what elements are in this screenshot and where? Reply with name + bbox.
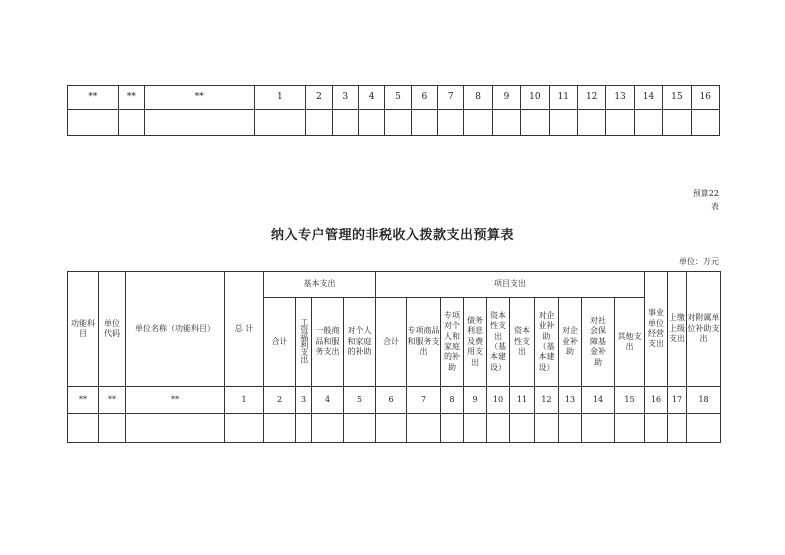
top-cell-6: 4 xyxy=(358,86,384,110)
form-number: 预算22 xyxy=(692,189,719,198)
table-cell xyxy=(296,414,312,443)
top-cell-8: 6 xyxy=(411,86,437,110)
top-cell-3: 1 xyxy=(254,86,306,110)
col-number-17: 15 xyxy=(615,387,645,414)
table-cell xyxy=(312,414,344,443)
table-cell xyxy=(606,110,634,136)
table-cell xyxy=(464,414,487,443)
table-cell xyxy=(521,110,549,136)
col-number-16: 14 xyxy=(582,387,615,414)
table-cell xyxy=(577,110,605,136)
top-cell-1: ** xyxy=(118,86,144,110)
col-number-15: 13 xyxy=(559,387,582,414)
col-number-4: 2 xyxy=(264,387,296,414)
col-number-13: 11 xyxy=(510,387,535,414)
header-upper-payment: 上缴上级支出 xyxy=(668,272,687,387)
table-cell xyxy=(663,110,691,136)
header-project-goods: 专项商品和服务支出 xyxy=(407,298,441,387)
top-cell-9: 7 xyxy=(438,86,464,110)
top-cell-11: 9 xyxy=(492,86,520,110)
col-number-6: 4 xyxy=(312,387,344,414)
col-number-11: 9 xyxy=(464,387,487,414)
table-cell xyxy=(582,414,615,443)
table-cell xyxy=(68,414,99,443)
table-cell xyxy=(691,110,719,136)
header-basic-group: 基本支出 xyxy=(264,272,376,298)
table-cell xyxy=(126,414,225,443)
unit-label: 单位：万元 xyxy=(679,257,719,266)
col-number-0: ** xyxy=(68,387,99,414)
header-basic-personal: 对个人和家庭的补助 xyxy=(344,298,376,387)
table-cell xyxy=(118,110,144,136)
budget-table xyxy=(67,271,721,443)
table-cell xyxy=(487,414,510,443)
header-row-1 xyxy=(68,272,721,298)
header-unit-name: 单位名称（功能科目） xyxy=(126,272,225,387)
top-cell-10: 8 xyxy=(464,86,492,110)
header-project-debt: 债务利息及费用支出 xyxy=(464,298,487,387)
table-cell xyxy=(332,110,358,136)
table-cell xyxy=(99,414,126,443)
header-project-enterprise-build: 对企业补助（基本建设） xyxy=(535,298,559,387)
form-number-suffix: 表 xyxy=(711,201,719,211)
table-cell xyxy=(510,414,535,443)
header-project-group: 项目支出 xyxy=(376,272,645,298)
header-basic-goods: 一般商品和服务支出 xyxy=(312,298,344,387)
table-cell xyxy=(615,414,645,443)
table-cell xyxy=(668,414,687,443)
col-number-20: 18 xyxy=(687,387,721,414)
document-title: 纳入专户管理的非税收入拨款支出预算表 xyxy=(270,228,514,243)
table-cell xyxy=(358,110,384,136)
col-number-7: 5 xyxy=(344,387,376,414)
header-unit-code: 单位代码 xyxy=(99,272,126,387)
header-project-social: 对社会保障基金补助 xyxy=(582,298,615,387)
top-cell-12: 10 xyxy=(521,86,549,110)
top-cell-7: 5 xyxy=(385,86,411,110)
header-subsidiary-subsidy: 对附属单位补助支出 xyxy=(687,272,721,387)
col-number-10: 8 xyxy=(441,387,464,414)
table-cell xyxy=(645,414,668,443)
header-project-other: 其他支出 xyxy=(615,298,645,387)
empty-data-row xyxy=(68,414,721,443)
table-cell xyxy=(492,110,520,136)
col-number-5: 3 xyxy=(296,387,312,414)
header-project-capital: 资本性支出 xyxy=(510,298,535,387)
table-cell xyxy=(464,110,492,136)
header-project-subtotal: 合计 xyxy=(376,298,407,387)
top-cell-2: ** xyxy=(145,86,255,110)
top-cell-15: 13 xyxy=(606,86,634,110)
header-func-subject: 功能科目 xyxy=(68,272,99,387)
column-number-row xyxy=(68,387,721,414)
header-business-expense: 事业单位经营支出 xyxy=(645,272,668,387)
col-number-12: 10 xyxy=(487,387,510,414)
header-project-capital-build: 资本性支出（基本建设） xyxy=(487,298,510,387)
table-cell xyxy=(376,414,407,443)
table-cell xyxy=(385,110,411,136)
table-cell xyxy=(438,110,464,136)
col-number-18: 16 xyxy=(645,387,668,414)
top-table-header-row xyxy=(68,86,720,110)
header-total: 总 计 xyxy=(225,272,264,387)
col-number-1: ** xyxy=(99,387,126,414)
col-number-2: ** xyxy=(126,387,225,414)
col-number-14: 12 xyxy=(535,387,559,414)
table-cell xyxy=(535,414,559,443)
table-cell xyxy=(68,110,119,136)
header-project-enterprise: 对企业补助 xyxy=(559,298,582,387)
table-cell xyxy=(225,414,264,443)
table-cell xyxy=(344,414,376,443)
table-cell xyxy=(411,110,437,136)
table-cell xyxy=(549,110,577,136)
table-cell xyxy=(559,414,582,443)
top-cell-16: 14 xyxy=(634,86,662,110)
table-cell xyxy=(634,110,662,136)
form-number-label xyxy=(693,188,719,214)
col-number-19: 17 xyxy=(668,387,687,414)
table-cell xyxy=(145,110,255,136)
header-project-personal: 专项对个人和家庭的补助 xyxy=(441,298,464,387)
top-cell-0: ** xyxy=(68,86,119,110)
table-cell xyxy=(254,110,306,136)
col-number-3: 1 xyxy=(225,387,264,414)
col-number-9: 7 xyxy=(407,387,441,414)
table-cell xyxy=(306,110,332,136)
col-number-8: 6 xyxy=(376,387,407,414)
top-cell-5: 3 xyxy=(332,86,358,110)
top-cell-18: 16 xyxy=(691,86,719,110)
top-cell-14: 12 xyxy=(577,86,605,110)
top-cell-4: 2 xyxy=(306,86,332,110)
top-cell-17: 15 xyxy=(663,86,691,110)
table-cell xyxy=(441,414,464,443)
table-cell xyxy=(687,414,721,443)
header-basic-subtotal: 合计 xyxy=(264,298,296,387)
top-cell-13: 11 xyxy=(549,86,577,110)
header-basic-salary: 工资福利支出 xyxy=(296,298,312,387)
table-cell xyxy=(407,414,441,443)
top-table xyxy=(67,85,720,136)
top-table-empty-row xyxy=(68,110,720,136)
table-cell xyxy=(264,414,296,443)
